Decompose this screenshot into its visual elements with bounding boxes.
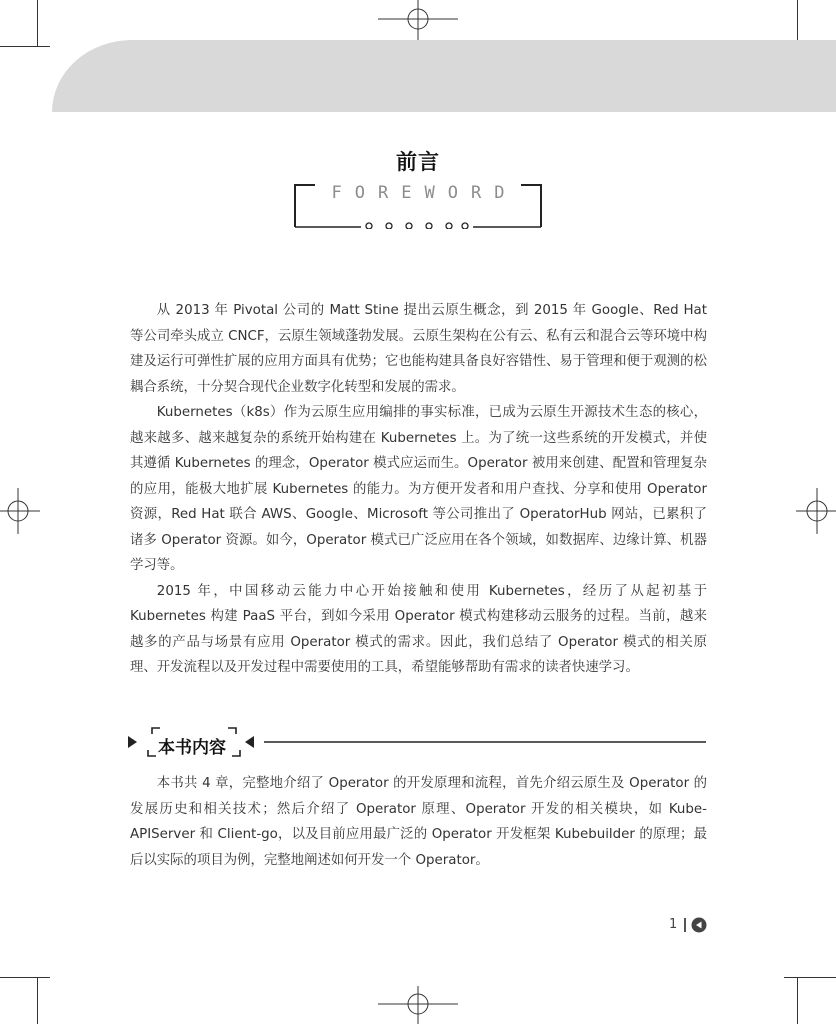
registration-mark-top	[378, 0, 458, 42]
body-text	[130, 298, 707, 681]
header-band	[52, 40, 836, 112]
registration-mark-bottom	[378, 984, 458, 1024]
paragraph: 2015 年，中国移动云能力中心开始接触和使用 Kubernetes，经历了从起初基于 Kubernetes 构建 PaaS 平台，到如今采用 Operator 模式构建移动云服务的过程。当前，越来越多的产品与场景有应用 Operator 模式的需求。因此，我们总结了 Operator 模式的相关原理、开发流程以及开发过程中需要使用的工具，希望能够帮助有需求的读者快速学习。	[130, 583, 707, 675]
paragraph: Kubernetes（k8s）作为云原生应用编排的事实标准，已成为云原生开源技术生态的核心，越来越多、越来越复杂的系统开始构建在 Kubernetes 上。为了统一这些系统的开发模式，并使其遵循 Kubernetes 的理念，Operator 模式应运而生。Operator 被用来创建、配置和管理复杂的应用，能极大地扩展 Kubernetes 的能力。为方便开发者和用户查找、分享和使用 Operator 资源，Red Hat 联合 AWS、Google、Microsoft 等公司推出了 OperatorHub 网站，已累积了诸多 Operator 资源。如今，Operator 模式已广泛应用在各个领域，如数据库、边缘计算、机器学习等。	[130, 405, 707, 573]
page-number: 1	[669, 917, 678, 932]
page-title: 前言	[396, 150, 440, 174]
dot-ornaments	[366, 223, 468, 229]
paragraph: 本书共 4 章，完整地介绍了 Operator 的开发原理和流程，首先介绍云原生及 Operator 的发展历史和相关技术；然后介绍了 Operator 原理、Operator 开发的相关模块，如 Kube-APIServer 和 Client-go，以及目前应用最广泛的 Operator 开发框架 Kubebuilder 的原理；最后以实际的项目为例，完整地阐述如何开发一个 Operator。	[130, 776, 707, 868]
section-title: 本书内容	[158, 738, 226, 758]
registration-mark-right	[796, 488, 836, 534]
page-number-divider	[684, 918, 686, 932]
foreword-label: FOREWORD	[331, 183, 518, 203]
page-arrow-icon	[691, 917, 707, 933]
registration-mark-left	[0, 488, 40, 534]
paragraph: 从 2013 年 Pivotal 公司的 Matt Stine 提出云原生概念，到 2015 年 Google、Red Hat 等公司牵头成立 CNCF，云原生领域蓬勃发展。云原生架构在公有云、私有云和混合云等环境中构建及运行可弹性扩展的应用方面具有优势；它也能构建具备良好容错性、易于管理和便于观测的松耦合系统，十分契合现代企业数字化转型和发展的需求。	[130, 303, 707, 395]
section-body-text	[130, 771, 707, 873]
